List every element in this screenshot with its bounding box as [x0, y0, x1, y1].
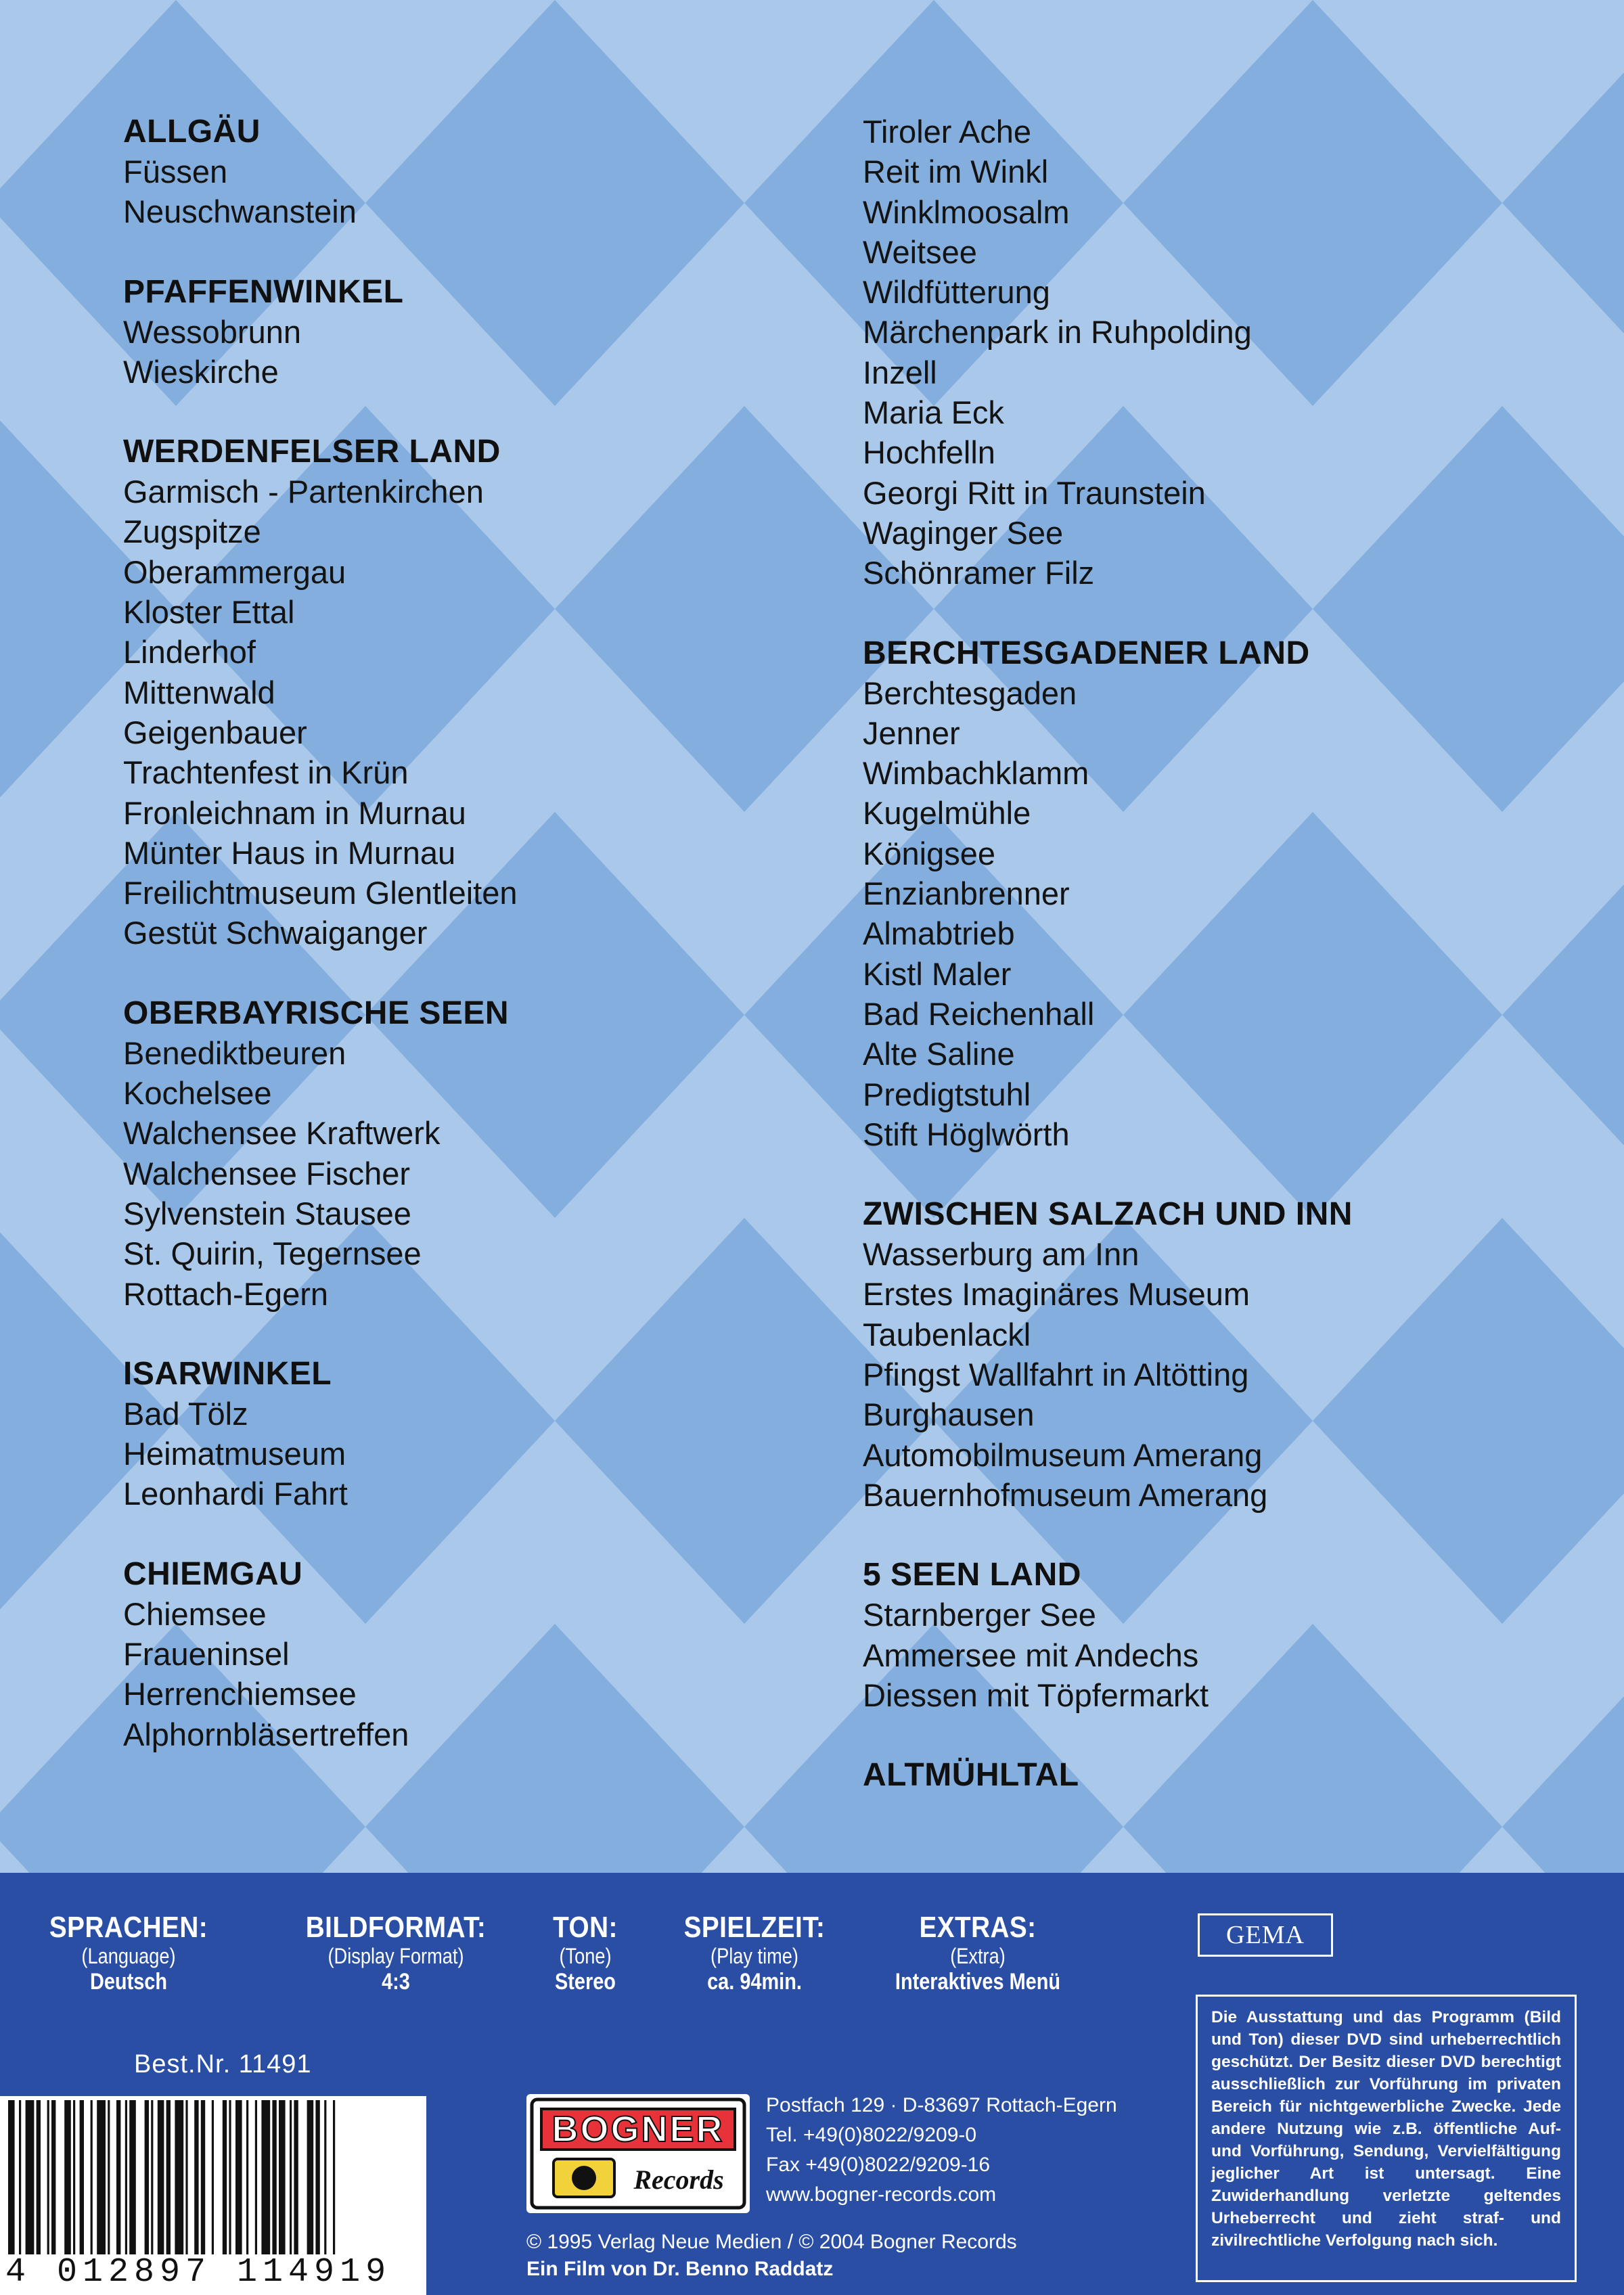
spec-heading: EXTRAS: — [919, 1911, 1037, 1944]
list-item: Oberammergau — [123, 553, 346, 590]
spec-tone — [528, 1911, 643, 1995]
contact-tel: Tel. +49(0)8022/9209-0 — [766, 2124, 977, 2146]
list-item: Hochfelln — [863, 434, 995, 471]
barcode-digits: 4 012897 114919 — [5, 2253, 392, 2292]
list-item: Benediktbeuren — [123, 1035, 346, 1071]
section-title: ALLGÄU — [123, 114, 261, 150]
section-title: ISARWINKEL — [123, 1355, 332, 1392]
list-item: Alphornbläsertreffen — [123, 1716, 409, 1752]
list-item: Füssen — [123, 154, 228, 189]
list-item: Neuschwanstein — [123, 194, 357, 230]
spec-value: ca. 94min. — [707, 1969, 802, 1995]
list-item: Garmisch - Partenkirchen — [123, 474, 484, 510]
list-item: Wimbachklamm — [863, 755, 1089, 792]
copyright-line: © 1995 Verlag Neue Medien / © 2004 Bogner Records — [526, 2231, 1017, 2253]
section — [123, 1354, 834, 1514]
spec-heading: SPRACHEN: — [49, 1911, 208, 1944]
list-item: Gestüt Schwaiganger — [123, 915, 428, 951]
spec-value: Stereo — [555, 1969, 616, 1995]
list-item: Märchenpark in Ruhpolding — [863, 314, 1252, 350]
spec-heading: TON: — [553, 1911, 618, 1944]
contact-info — [766, 2091, 1117, 2210]
list-item: Sylvenstein Stausee — [123, 1195, 411, 1231]
list-item: Kochelsee — [123, 1075, 272, 1112]
spec-extras — [859, 1911, 1096, 1995]
list-item: Rottach-Egern — [123, 1275, 329, 1312]
list-item: Walchensee Fischer — [123, 1155, 411, 1191]
section — [123, 272, 834, 392]
list-item: Herrenchiemsee — [123, 1676, 357, 1712]
spec-sub: (Language) — [81, 1944, 176, 1968]
section-title: WERDENFELSER LAND — [123, 434, 501, 470]
spec-languages — [27, 1911, 230, 1995]
bogner-records-logo — [526, 2094, 750, 2213]
legal-notice: Die Ausstattung und das Programm (Bild und Ton) dieser DVD sind urheberrechtlich geschützt. Der Besitz dieser DVD berechtigt ausschließlich zur Vorführung im privaten Bereich für nichtgewerbliche Zwecke. Jede andere Nutzung wie z.B. öffentliche Auf- und Vorführung, Sendung, Vervielfältigung jeglicher Art ist untersagt. Eine Zuwiderhandlung verletzte geltendes Urheberrecht und zieht straf- und zivilrechtliche Verfolgung nach sich. — [1196, 1995, 1577, 2282]
svg-text:Records: Records — [633, 2164, 724, 2195]
contact-web: www.bogner-records.com — [766, 2183, 997, 2206]
copyright — [526, 2229, 1017, 2283]
spec-heading: SPIELZEIT: — [683, 1911, 826, 1944]
section — [863, 1555, 1607, 1715]
section-title: 5 SEEN LAND — [863, 1557, 1081, 1593]
list-item: Kistl Maler — [863, 955, 1012, 992]
list-item: Leonhardi Fahrt — [123, 1476, 348, 1512]
spec-heading: BILDFORMAT: — [305, 1911, 487, 1944]
spec-value: 4:3 — [382, 1969, 410, 1995]
list-item: Geigenbauer — [123, 714, 307, 750]
list-item: Almabtrieb — [863, 915, 1015, 952]
list-item: Trachtenfest in Krün — [123, 754, 409, 791]
list-item: Wasserburg am Inn — [863, 1236, 1140, 1273]
list-item: Inzell — [863, 354, 937, 390]
list-item: Diessen mit Töpfermarkt — [863, 1677, 1209, 1713]
section-title: ALTMÜHLTAL — [863, 1757, 1079, 1794]
section — [123, 112, 834, 232]
list-item: Predigtstuhl — [863, 1076, 1031, 1112]
list-item: Starnberger See — [863, 1597, 1096, 1633]
list-item: Tiroler Ache — [863, 114, 1032, 150]
list-item: Wessobrunn — [123, 313, 301, 350]
list-item: Walchensee Kraftwerk — [123, 1115, 441, 1152]
spec-sub: (Tone) — [559, 1944, 612, 1968]
spec-value: Interaktives Menü — [895, 1969, 1061, 1995]
list-item: Winklmoosalm — [863, 194, 1070, 230]
list-item: Pfingst Wallfahrt in Altötting — [863, 1357, 1249, 1393]
list-item: Kugelmühle — [863, 795, 1031, 832]
gema-badge: GEMA — [1198, 1913, 1333, 1957]
section — [863, 1755, 1607, 1795]
order-number: Best.Nr. 11491 — [134, 2050, 312, 2078]
info-band — [0, 1873, 1624, 2295]
spec-sub: (Play time) — [710, 1944, 798, 1968]
section-title: ZWISCHEN SALZACH UND INN — [863, 1196, 1353, 1233]
list-item: Weitsee — [863, 233, 977, 270]
list-item: Linderhof — [123, 634, 256, 671]
list-item: Wieskirche — [123, 353, 279, 390]
list-item: Bad Tölz — [123, 1395, 248, 1432]
section-title: BERCHTESGADENER LAND — [863, 635, 1310, 671]
contact-address: Postfach 129 · D-83697 Rottach-Egern — [766, 2094, 1117, 2116]
section — [123, 993, 834, 1314]
section — [863, 633, 1607, 1155]
list-item: Burghausen — [863, 1396, 1035, 1433]
list-item: Reit im Winkl — [863, 154, 1049, 190]
list-item: Kloster Ettal — [123, 594, 295, 631]
list-item: Waginger See — [863, 514, 1064, 551]
list-item: Schönramer Filz — [863, 555, 1095, 591]
list-item: Automobilmuseum Amerang — [863, 1436, 1263, 1473]
spec-sub: (Display Format) — [328, 1944, 464, 1968]
list-item: Jenner — [863, 714, 960, 751]
section — [863, 1194, 1607, 1515]
svg-text:BOGNER: BOGNER — [551, 2109, 725, 2150]
spec-value: Deutsch — [89, 1969, 168, 1995]
list-item: Erstes Imaginäres Museum — [863, 1276, 1250, 1313]
list-item: Zugspitze — [123, 514, 261, 550]
list-item: Bad Reichenhall — [863, 995, 1095, 1032]
spec-sub: (Extra) — [950, 1944, 1006, 1968]
spec-display-format — [284, 1911, 508, 1995]
list-item: Maria Eck — [863, 394, 1004, 431]
list-item: Berchtesgaden — [863, 675, 1077, 711]
contact-fax: Fax +49(0)8022/9209-16 — [766, 2154, 991, 2176]
film-by: Ein Film von Dr. Benno Raddatz — [526, 2258, 834, 2280]
list-item: St. Quirin, Tegernsee — [123, 1235, 422, 1272]
section-title: CHIEMGAU — [123, 1555, 303, 1592]
list-item: Fraueninsel — [123, 1636, 290, 1673]
section-title: OBERBAYRISCHE SEEN — [123, 995, 510, 1031]
list-item: Alte Saline — [863, 1036, 1015, 1072]
right-column — [863, 112, 1607, 1835]
list-item: Bauernhofmuseum Amerang — [863, 1476, 1268, 1513]
list-item: Enzianbrenner — [863, 876, 1070, 912]
list-item: Münter Haus in Murnau — [123, 834, 456, 871]
list-item: Georgi Ritt in Traunstein — [863, 474, 1206, 511]
list-item: Freilichtmuseum Glentleiten — [123, 875, 518, 911]
list-item: Mittenwald — [123, 674, 275, 710]
list-item: Heimatmuseum — [123, 1436, 346, 1472]
section — [123, 432, 834, 953]
list-item: Königsee — [863, 835, 995, 871]
list-item: Wildfütterung — [863, 274, 1050, 311]
barcode — [0, 2096, 426, 2295]
list-item: Chiemsee — [123, 1595, 267, 1632]
section-title: PFAFFENWINKEL — [123, 273, 404, 310]
list-item: Ammersee mit Andechs — [863, 1637, 1199, 1673]
spec-play-time — [670, 1911, 839, 1995]
left-column — [123, 112, 834, 1794]
list-item: Stift Höglwörth — [863, 1116, 1070, 1152]
list-item: Fronleichnam in Murnau — [123, 794, 466, 831]
list-item: Taubenlackl — [863, 1316, 1031, 1353]
section — [123, 1554, 834, 1754]
section — [863, 112, 1607, 593]
